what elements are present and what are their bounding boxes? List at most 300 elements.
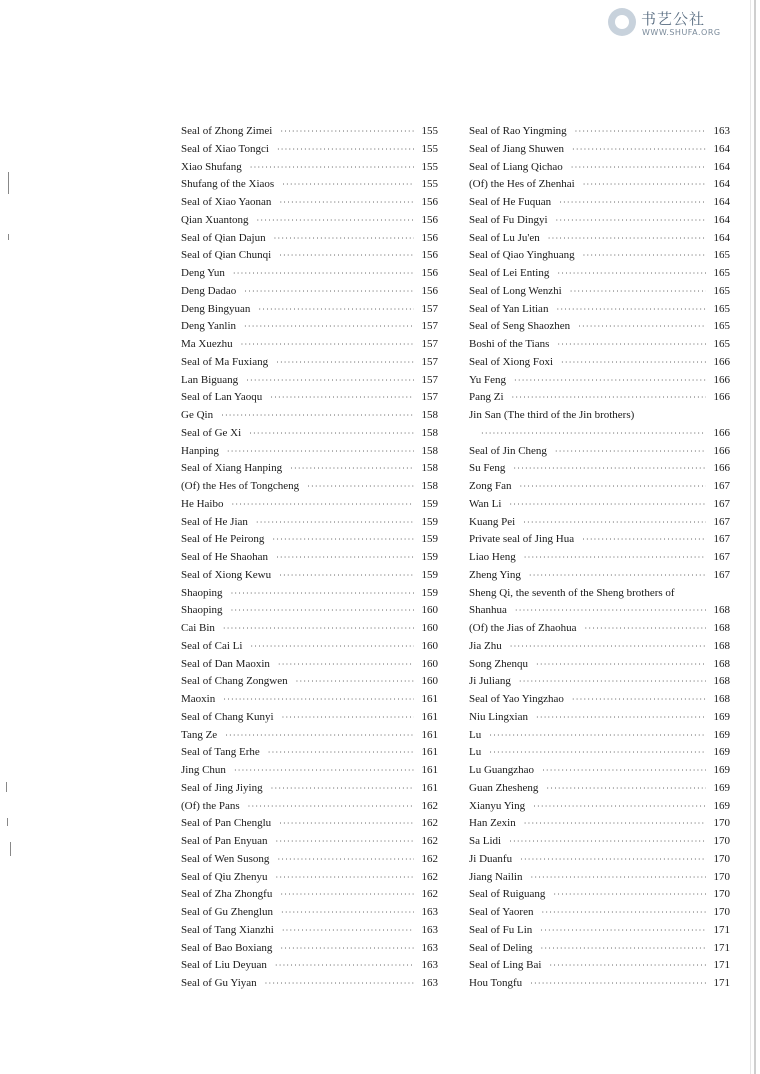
- index-entry: [469, 407, 730, 425]
- scan-speck: [7, 818, 8, 826]
- entry-page-number: 161: [421, 693, 438, 705]
- leader-dots: [241, 336, 414, 354]
- entry-name: Seal of Yao Yingzhao: [469, 693, 564, 705]
- entry-page-number: 161: [421, 746, 438, 759]
- leader-dots: [268, 744, 414, 762]
- leader-dots: [233, 265, 414, 283]
- leader-dots: [583, 176, 706, 194]
- leader-dots: [271, 780, 414, 798]
- entry-name: Sa Lidi: [469, 835, 502, 847]
- leader-dots: [556, 301, 706, 319]
- index-entry: [469, 123, 730, 141]
- index-entry: [469, 656, 730, 674]
- leader-dots: [515, 602, 706, 620]
- entry-page-number: 164: [713, 160, 730, 173]
- entry-page-number: 157: [421, 373, 438, 386]
- leader-dots: [514, 372, 706, 390]
- entry-name: Seal of Ruiguang: [469, 888, 546, 901]
- leader-dots: [250, 159, 414, 177]
- entry-name: Guan Zhesheng: [469, 781, 539, 794]
- leader-dots: [546, 780, 706, 798]
- entry-page-number: 167: [713, 515, 730, 528]
- entry-page-number: 155: [421, 125, 438, 137]
- entry-name: Wan Li: [469, 497, 502, 510]
- leader-dots: [578, 318, 706, 336]
- index-entry: [181, 425, 438, 443]
- entry-name: Seal of Dan Maoxin: [181, 657, 270, 670]
- scan-speck: [8, 234, 9, 240]
- entry-name: Hanping: [181, 444, 219, 457]
- index-entry: [181, 851, 438, 869]
- index-entry: [469, 744, 730, 762]
- index-entry: [181, 798, 438, 816]
- index-entry: [469, 283, 730, 301]
- entry-name: Zheng Ying: [469, 568, 521, 581]
- index-entry: [469, 549, 730, 567]
- entry-page-number: 160: [421, 675, 438, 688]
- leader-dots: [279, 194, 414, 212]
- leader-dots: [225, 727, 414, 745]
- leader-dots: [223, 691, 414, 709]
- entry-page-number: 156: [421, 196, 438, 208]
- entry-page-number: 168: [713, 622, 730, 634]
- entry-page-number: 163: [421, 959, 438, 972]
- entry-page-number: 166: [713, 391, 730, 404]
- index-entry: [181, 496, 438, 514]
- entry-page-number: 171: [713, 923, 730, 936]
- entry-page-number: 162: [421, 870, 438, 883]
- entry-page-number: 157: [421, 338, 438, 350]
- entry-page-number: 155: [421, 160, 438, 173]
- leader-dots: [510, 638, 706, 656]
- leader-dots: [270, 389, 414, 407]
- entry-page-number: 170: [713, 852, 730, 865]
- index-entry: [469, 709, 730, 727]
- entry-page-number: 161: [421, 764, 438, 776]
- leader-dots: [282, 709, 414, 727]
- index-entry: [469, 372, 730, 390]
- entry-page-number: 162: [421, 817, 438, 830]
- index-entry: [469, 727, 730, 745]
- leader-dots: [541, 904, 706, 922]
- entry-name: Seal of Qian Chunqi: [181, 249, 272, 262]
- index-entry: [469, 620, 730, 638]
- leader-dots: [523, 514, 706, 532]
- index-entry: [181, 389, 438, 407]
- entry-name: Seal of Lan Yaoqu: [181, 391, 263, 404]
- leader-dots: [481, 425, 706, 443]
- leader-dots: [275, 833, 414, 851]
- index-entry: [469, 940, 730, 958]
- entry-name: Seal of Tang Erhe: [181, 746, 260, 759]
- index-entry: [469, 673, 730, 691]
- entry-page-number: 156: [421, 213, 438, 226]
- leader-dots: [234, 762, 414, 780]
- watermark-title: 书艺公社: [641, 10, 706, 28]
- index-entry: [469, 478, 730, 496]
- index-entry: [469, 425, 730, 443]
- leader-dots: [282, 176, 414, 194]
- entry-page-number: 167: [713, 551, 730, 563]
- index-entry: [181, 940, 438, 958]
- leader-dots: [572, 141, 706, 159]
- entry-name: Seal of Long Wenzhi: [469, 284, 562, 297]
- entry-name: Seal of Zhong Zimei: [181, 125, 273, 137]
- leader-dots: [257, 212, 414, 230]
- entry-page-number: 170: [713, 870, 730, 883]
- entry-name: Seal of He Shaohan: [181, 551, 269, 563]
- leader-dots: [231, 602, 414, 620]
- leader-dots: [296, 673, 414, 691]
- entry-page-number: 164: [713, 178, 730, 191]
- index-entry: [181, 780, 438, 798]
- entry-page-number: 160: [421, 622, 438, 634]
- leader-dots: [548, 230, 706, 248]
- entry-page-number: 161: [421, 728, 438, 741]
- entry-page-number: 168: [713, 657, 730, 670]
- entry-page-number: 171: [713, 941, 730, 954]
- entry-name: Seal of Ling Bai: [469, 959, 542, 972]
- entry-name: Seal of Xiong Kewu: [181, 568, 272, 581]
- entry-name: Deng Dadao: [181, 284, 237, 297]
- entry-name: Lan Biguang: [181, 373, 239, 386]
- entry-page-number: 162: [421, 835, 438, 847]
- entry-page-number: 166: [713, 355, 730, 368]
- entry-name: Jia Zhu: [469, 639, 502, 652]
- entry-name: Seal of Bao Boxiang: [181, 941, 273, 954]
- entry-name: Qian Xuantong: [181, 213, 249, 226]
- index-entry: [469, 762, 730, 780]
- entry-name: Tang Ze: [181, 728, 218, 741]
- index-entry: [469, 602, 730, 620]
- entry-name: Ji Duanfu: [469, 852, 513, 865]
- leader-dots: [282, 922, 414, 940]
- entry-name: Seal of Gu Zhenglun: [181, 906, 273, 918]
- entry-page-number: 157: [421, 302, 438, 315]
- entry-page-number: 168: [713, 693, 730, 705]
- scan-speck: [6, 782, 7, 792]
- index-entry: [181, 460, 438, 478]
- index-entry: [181, 957, 438, 975]
- index-entry: [181, 443, 438, 461]
- entry-name: Ma Xuezhu: [181, 338, 233, 350]
- entry-page-number: 161: [421, 710, 438, 723]
- index-entry: [469, 514, 730, 532]
- index-entry: [181, 141, 438, 159]
- entry-page-number: 167: [713, 533, 730, 546]
- index-entry: [469, 265, 730, 283]
- index-column-right: [469, 123, 730, 993]
- entry-name: Seal of Xiao Yaonan: [181, 196, 272, 208]
- index-entry: [469, 585, 730, 603]
- leader-dots: [509, 496, 706, 514]
- index-entry: [469, 159, 730, 177]
- entry-name: Seal of Yaoren: [469, 906, 534, 918]
- entry-name: Seal of Qiu Zhenyu: [181, 870, 268, 883]
- leader-dots: [281, 904, 414, 922]
- entry-page-number: 156: [421, 267, 438, 279]
- index-entry: [469, 780, 730, 798]
- entry-page-number: 168: [713, 604, 730, 617]
- leader-dots: [280, 886, 414, 904]
- scan-speck: [8, 172, 9, 194]
- entry-name: Seal of Qiao Yinghuang: [469, 249, 575, 262]
- entry-name: Shanhua: [469, 604, 507, 617]
- entry-page-number: 170: [713, 835, 730, 847]
- entry-page-number: 161: [421, 781, 438, 794]
- leader-dots: [227, 443, 414, 461]
- entry-page-number: 159: [421, 533, 438, 546]
- entry-name: Seal of Tang Xianzhi: [181, 923, 274, 936]
- entry-name: Seal of Fu Lin: [469, 923, 533, 936]
- entry-name: Liao Heng: [469, 551, 516, 563]
- leader-dots: [307, 478, 414, 496]
- index-entry: [181, 656, 438, 674]
- entry-page-number: 167: [713, 568, 730, 581]
- entry-page-number: 157: [421, 320, 438, 333]
- entry-page-number: 169: [713, 781, 730, 794]
- entry-page-number: 166: [713, 373, 730, 386]
- entry-name: Sheng Qi, the seventh of the Sheng brothers of: [469, 586, 675, 599]
- index-entry: [469, 957, 730, 975]
- entry-page-number: 169: [713, 746, 730, 759]
- entry-name: Shaoping: [181, 586, 223, 599]
- page-edge-line: [750, 0, 751, 1074]
- leader-dots: [265, 975, 414, 993]
- leader-dots: [277, 851, 414, 869]
- entry-page-number: 156: [421, 284, 438, 297]
- leader-dots: [582, 531, 706, 549]
- index-entry: [469, 815, 730, 833]
- index-entry: [181, 247, 438, 265]
- leader-dots: [274, 230, 414, 248]
- entry-name: He Haibo: [181, 497, 224, 510]
- entry-name: Seal of Wen Susong: [181, 852, 270, 865]
- entry-name: Seal of Xiong Foxi: [469, 355, 554, 368]
- leader-dots: [489, 727, 706, 745]
- index-entry: [181, 318, 438, 336]
- entry-page-number: 169: [713, 799, 730, 812]
- index-entry: [181, 620, 438, 638]
- index-entry: [469, 212, 730, 230]
- index-entry: [181, 194, 438, 212]
- index-entry: [181, 886, 438, 904]
- leader-dots: [509, 833, 706, 851]
- entry-name: Seal of Deling: [469, 941, 533, 954]
- leader-dots: [258, 301, 414, 319]
- entry-name: Seal of He Peirong: [181, 533, 265, 546]
- index-entry: [181, 283, 438, 301]
- index-entry: [469, 531, 730, 549]
- entry-name: Jing Chun: [181, 764, 226, 776]
- index-entry: [469, 691, 730, 709]
- leader-dots: [540, 922, 706, 940]
- index-entry: [181, 514, 438, 532]
- entry-page-number: 156: [421, 231, 438, 244]
- entry-page-number: 158: [421, 480, 438, 492]
- index-entry: [469, 975, 730, 993]
- leader-dots: [290, 460, 414, 478]
- index-entry: [469, 833, 730, 851]
- entry-name: Seal of Chang Zongwen: [181, 675, 288, 688]
- entry-page-number: 163: [421, 941, 438, 954]
- index-entry: [181, 372, 438, 390]
- leader-dots: [279, 567, 414, 585]
- leader-dots: [231, 585, 414, 603]
- entry-page-number: 164: [713, 142, 730, 155]
- index-entry: [181, 531, 438, 549]
- index-entry: [469, 798, 730, 816]
- entry-name: Shaoping: [181, 604, 223, 617]
- entry-name: Seal of Lei Enting: [469, 267, 550, 279]
- entry-name: Jiang Nailin: [469, 870, 523, 883]
- entry-name: Deng Yun: [181, 267, 225, 279]
- entry-page-number: 171: [713, 977, 730, 989]
- leader-dots: [520, 851, 706, 869]
- index-column-left: [181, 123, 438, 993]
- leader-dots: [529, 567, 706, 585]
- index-entry: [181, 123, 438, 141]
- page-edge-shadow: [754, 0, 756, 1074]
- index-entry: [181, 815, 438, 833]
- leader-dots: [276, 549, 414, 567]
- entry-name: Kuang Pei: [469, 515, 516, 528]
- entry-page-number: 157: [421, 355, 438, 368]
- index-entry: [469, 194, 730, 212]
- entry-page-number: 170: [713, 888, 730, 901]
- entry-page-number: 156: [421, 249, 438, 262]
- entry-page-number: 162: [421, 799, 438, 812]
- index-entry: [181, 176, 438, 194]
- leader-dots: [279, 247, 414, 265]
- index-entry: [469, 389, 730, 407]
- index-entry: [181, 904, 438, 922]
- entry-name: Seal of Jin Cheng: [469, 444, 547, 457]
- entry-page-number: 158: [421, 444, 438, 457]
- entry-name: Deng Bingyuan: [181, 302, 251, 315]
- entry-page-number: 168: [713, 639, 730, 652]
- entry-page-number: 171: [713, 959, 730, 972]
- watermark-logo-icon: [608, 8, 636, 36]
- entry-name: (Of) the Jias of Zhaohua: [469, 622, 577, 634]
- leader-dots: [231, 496, 414, 514]
- entry-name: Ji Juliang: [469, 675, 511, 688]
- entry-page-number: 155: [421, 178, 438, 191]
- entry-name: Seal of Chang Kunyi: [181, 710, 274, 723]
- entry-page-number: 158: [421, 462, 438, 475]
- entry-page-number: 160: [421, 657, 438, 670]
- leader-dots: [575, 123, 706, 141]
- entry-page-number: 167: [713, 480, 730, 492]
- entry-name: Lu: [469, 746, 482, 759]
- leader-dots: [272, 531, 414, 549]
- index-entry: [181, 638, 438, 656]
- entry-name: Seal of Lu Ju'en: [469, 231, 540, 244]
- entry-name: Jin San (The third of the Jin brothers): [469, 409, 635, 421]
- leader-dots: [248, 798, 414, 816]
- leader-dots: [536, 656, 706, 674]
- leader-dots: [223, 620, 414, 638]
- leader-dots: [555, 443, 706, 461]
- leader-dots: [533, 798, 706, 816]
- entry-name: Seal of Jiang Shuwen: [469, 142, 565, 155]
- leader-dots: [585, 620, 706, 638]
- entry-page-number: 159: [421, 586, 438, 599]
- entry-name: Xianyu Ying: [469, 799, 526, 812]
- entry-page-number: 159: [421, 497, 438, 510]
- index-entry: [469, 301, 730, 319]
- entry-name: Ge Qin: [181, 409, 214, 421]
- index-entry: [181, 691, 438, 709]
- index-entry: [469, 318, 730, 336]
- entry-name: Seal of Qian Dajun: [181, 231, 266, 244]
- index-entry: [469, 567, 730, 585]
- index-entry: [469, 247, 730, 265]
- entry-name: Cai Bin: [181, 622, 215, 634]
- index-entry: [181, 212, 438, 230]
- entry-name: Deng Yanlin: [181, 320, 237, 333]
- leader-dots: [275, 869, 414, 887]
- index-entry: [469, 336, 730, 354]
- index-entry: [181, 159, 438, 177]
- scan-speck: [10, 842, 11, 856]
- entry-page-number: 163: [421, 977, 438, 989]
- index-entry: [181, 833, 438, 851]
- entry-name: Zong Fan: [469, 480, 512, 492]
- entry-name: Han Zexin: [469, 817, 516, 830]
- entry-page-number: 165: [713, 249, 730, 262]
- leader-dots: [519, 478, 706, 496]
- entry-name: (Of) the Hes of Tongcheng: [181, 480, 300, 492]
- entry-page-number: 163: [713, 125, 730, 137]
- entry-page-number: 164: [713, 231, 730, 244]
- leader-dots: [542, 762, 706, 780]
- entry-name: Lu: [469, 728, 482, 741]
- leader-dots: [557, 336, 706, 354]
- entry-name: Seal of Jing Jiying: [181, 781, 263, 794]
- entry-page-number: 169: [713, 710, 730, 723]
- entry-page-number: 166: [713, 444, 730, 457]
- entry-page-number: 159: [421, 551, 438, 563]
- entry-name: Xiao Shufang: [181, 160, 242, 173]
- index-entry: [469, 460, 730, 478]
- entry-page-number: 165: [713, 320, 730, 333]
- entry-page-number: 165: [713, 302, 730, 315]
- entry-page-number: 157: [421, 391, 438, 404]
- entry-name: Seal of Gu Yiyan: [181, 977, 257, 989]
- entry-name: Yu Feng: [469, 373, 506, 386]
- index-entry: [181, 869, 438, 887]
- index-entry: [469, 869, 730, 887]
- index-entry: [469, 851, 730, 869]
- entry-name: Seal of Xiang Hanping: [181, 462, 283, 475]
- leader-dots: [524, 815, 706, 833]
- index-entry: [469, 886, 730, 904]
- entry-name: Niu Lingxian: [469, 710, 528, 723]
- entry-page-number: 159: [421, 568, 438, 581]
- index-entry: [181, 354, 438, 372]
- index-entry: [181, 762, 438, 780]
- entry-name: Seal of Liu Deyuan: [181, 959, 267, 972]
- leader-dots: [557, 265, 706, 283]
- entry-name: Seal of Fu Dingyi: [469, 213, 548, 226]
- entry-page-number: 162: [421, 888, 438, 901]
- leader-dots: [513, 460, 706, 478]
- index-entry: [469, 922, 730, 940]
- leader-dots: [561, 354, 706, 372]
- entry-name: Seal of Ge Xi: [181, 426, 242, 439]
- entry-page-number: 170: [713, 817, 730, 830]
